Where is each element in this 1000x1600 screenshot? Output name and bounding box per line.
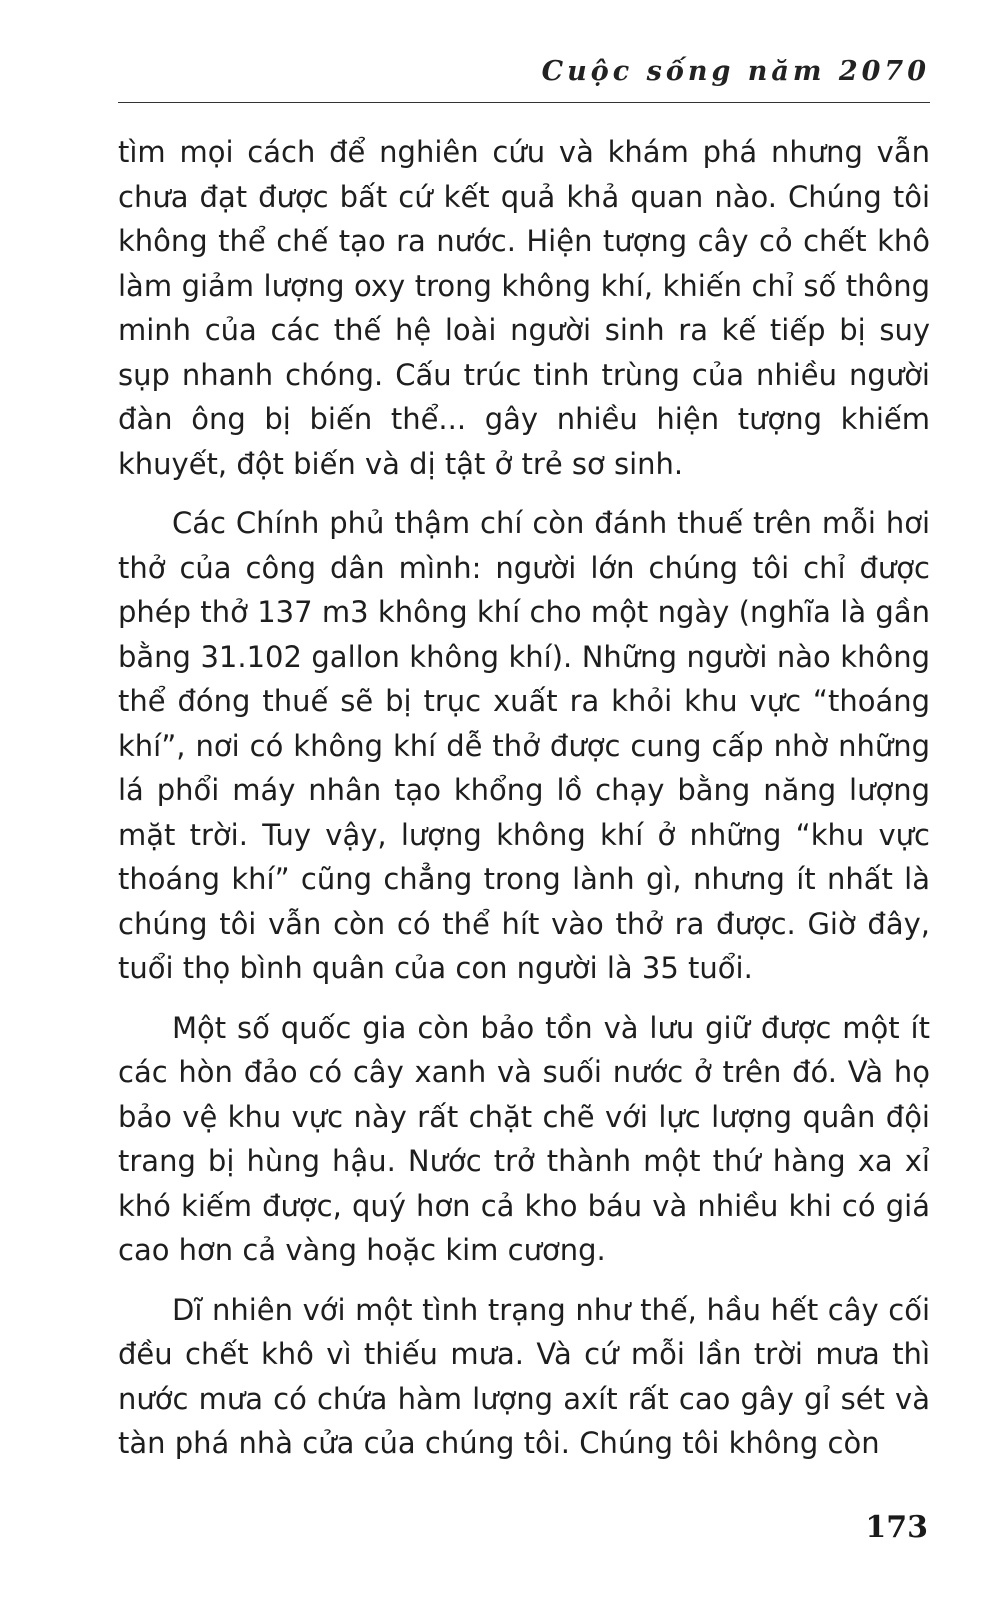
header-rule <box>118 102 930 103</box>
running-head-title: Cuộc sống năm 2070 <box>541 56 930 87</box>
paragraph-3: Một số quốc gia còn bảo tồn và lưu giữ được một ít các hòn đảo có cây xanh và suối nước ở trên đó. Và họ bảo vệ khu vực này rất chặt chẽ với lực lượng quân đội trang bị hùng hậu. Nước trở thành một thứ hàng xa xỉ khó kiếm được, quý hơn cả kho báu và nhiều khi có giá cao hơn cả vàng hoặc kim cương. <box>118 1010 930 1267</box>
paragraph-1: tìm mọi cách để nghiên cứu và khám phá nhưng vẫn chưa đạt được bất cứ kết quả khả quan nào. Chúng tôi không thể chế tạo ra nước. Hiện tượng cây cỏ chết khô làm giảm lượng oxy trong không khí, khiến chỉ số thông minh của các thế hệ loài người sinh ra kế tiếp bị suy sụp nhanh chóng. Cấu trúc tinh trùng của nhiều người đàn ông bị biến thể... gây nhiều hiện tượng khiếm khuyết, đột biến và dị tật ở trẻ sơ sinh. <box>118 135 930 481</box>
page-number: 173 <box>865 1510 928 1545</box>
paragraph-4: Dĩ nhiên với một tình trạng như thế, hầu hết cây cối đều chết khô vì thiếu mưa. Và cứ mỗi lần trời mưa thì nước mưa có chứa hàm lượng axít rất cao gây gỉ sét và tàn phá nhà cửa của chúng tôi. Chúng tôi không còn <box>118 1292 930 1460</box>
body-text <box>118 130 930 1481</box>
paragraph-2: Các Chính phủ thậm chí còn đánh thuế trên mỗi hơi thở của công dân mình: người lớn chúng tôi chỉ được phép thở 137 m3 không khí cho một ngày (nghĩa là gần bằng 31.102 gallon không khí). Những người nào không thể đóng thuế sẽ bị trục xuất ra khỏi khu vực “thoáng khí”, nơi có không khí dễ thở được cung cấp nhờ những lá phổi máy nhân tạo khổng lồ chạy bằng năng lượng mặt trời. Tuy vậy, lượng không khí ở những “khu vực thoáng khí” cũng chẳng trong lành gì, nhưng ít nhất là chúng tôi vẫn còn có thể hít vào thở ra được. Giờ đây, tuổi thọ bình quân của con người là 35 tuổi. <box>118 506 930 985</box>
